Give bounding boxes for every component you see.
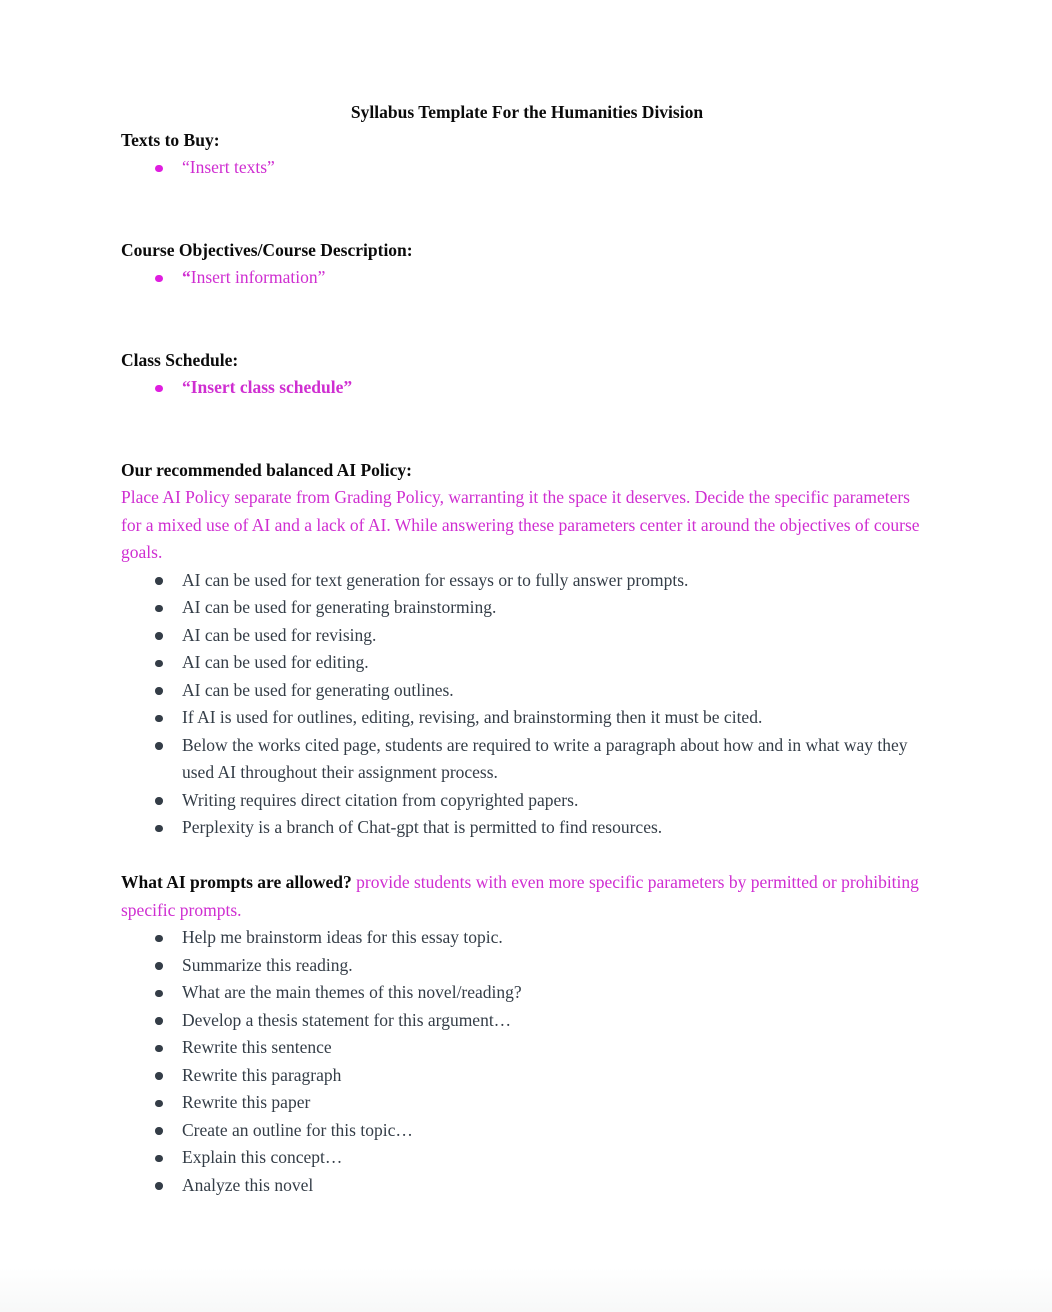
bullet-dot-icon: [155, 825, 163, 833]
list-item-text: AI can be used for revising.: [182, 624, 377, 645]
list-item: [121, 1144, 933, 1172]
list-item: [121, 264, 933, 292]
spacer: [121, 292, 933, 347]
list-item-text: Writing requires direct citation from copyrighted papers.: [182, 789, 579, 810]
list-item-text: Below the works cited page, students are required to write a paragraph about how and in what way they used AI throughout their assignment process.: [182, 734, 908, 782]
list-item-text: Rewrite this paper: [182, 1092, 311, 1112]
spacer: [121, 842, 933, 870]
list-item: [121, 1172, 933, 1200]
prompts-heading-bold: What AI prompts are allowed?: [121, 872, 352, 892]
list-item: [121, 979, 933, 1007]
spacer: [121, 182, 933, 237]
bullet-dot-icon: [155, 797, 163, 805]
class-schedule-list: [121, 374, 933, 402]
bullet-dot-icon: [155, 1072, 163, 1080]
ai-policy-list: [121, 567, 933, 842]
list-item: [121, 704, 933, 732]
bullet-dot-icon: [155, 990, 163, 998]
bullet-dot-icon: [155, 1045, 163, 1053]
list-item-text: Analyze this novel: [182, 1174, 314, 1195]
list-item-text: Summarize this reading.: [182, 954, 353, 975]
list-item-text: Insert information”: [190, 267, 326, 287]
spacer: [121, 1199, 933, 1254]
list-item-text: “Insert texts”: [182, 157, 275, 177]
bullet-dot-icon: [155, 962, 163, 970]
bullet-dot-icon: [155, 275, 163, 283]
list-item-text: Help me brainstorm ideas for this essay topic.: [182, 927, 503, 947]
bullet-dot-icon: [155, 165, 163, 173]
prompts-heading: [121, 869, 933, 924]
heading-ai-policy: Our recommended balanced AI Policy:: [121, 459, 413, 480]
list-item-text: Explain this concept…: [182, 1147, 343, 1167]
list-item: [121, 952, 933, 980]
list-item-text: Develop a thesis statement for this argument…: [182, 1009, 512, 1030]
list-item: [121, 649, 933, 677]
list-item: [121, 374, 933, 402]
bullet-dot-icon: [155, 935, 163, 943]
list-item-text: AI can be used for editing.: [182, 652, 369, 672]
bullet-dot-icon: [155, 605, 163, 613]
texts-to-buy-list: [121, 154, 933, 182]
list-item-text: If AI is used for outlines, editing, revising, and brainstorming then it must be cited.: [182, 707, 763, 727]
bullet-dot-icon: [155, 1017, 163, 1025]
bullet-dot-icon: [155, 385, 163, 393]
document-title: Syllabus Template For the Humanities Division: [350, 102, 704, 122]
list-item: [121, 1062, 933, 1090]
bullet-dot-icon: [155, 715, 163, 723]
spacer: [121, 402, 933, 457]
list-item-text: Create an outline for this topic…: [182, 1119, 413, 1140]
prompts-heading-rest: provide students with even more specific parameters by permitted or prohibiting specific prompts.: [121, 872, 919, 920]
list-item: [121, 567, 933, 595]
list-item-text: “Insert class schedule”: [182, 377, 353, 397]
bullet-dot-icon: [155, 632, 163, 640]
list-item-text: AI can be used for text generation for essays or to fully answer prompts.: [182, 569, 689, 590]
list-item: [121, 787, 933, 815]
heading-class-schedule: Class Schedule:: [121, 349, 239, 370]
list-item-text: AI can be used for generating outlines.: [182, 679, 454, 700]
list-item-text: What are the main themes of this novel/reading?: [182, 982, 522, 1002]
page-bottom-edge: [0, 1268, 1052, 1312]
list-item-text: Perplexity is a branch of Chat-gpt that is permitted to find resources.: [182, 817, 663, 837]
list-item-text: Rewrite this sentence: [182, 1037, 332, 1057]
bullet-dot-icon: [155, 577, 163, 585]
list-item: [121, 154, 933, 182]
list-item: [121, 677, 933, 705]
bullet-dot-icon: [155, 660, 163, 668]
list-item: [121, 1007, 933, 1035]
list-item-text: AI can be used for generating brainstorming.: [182, 597, 497, 617]
bullet-dot-icon: [155, 1182, 163, 1190]
list-item: [121, 622, 933, 650]
list-item-lead-quote: “: [182, 267, 191, 287]
list-item: [121, 814, 933, 842]
prompts-list: [121, 924, 933, 1199]
list-item: [121, 924, 933, 952]
bullet-dot-icon: [155, 1127, 163, 1135]
bullet-dot-icon: [155, 1100, 163, 1108]
list-item: [121, 1034, 933, 1062]
course-objectives-list: [121, 264, 933, 292]
heading-course-objectives: Course Objectives/Course Description:: [121, 239, 413, 260]
list-item: [121, 1089, 933, 1117]
bullet-dot-icon: [155, 687, 163, 695]
bullet-dot-icon: [155, 1155, 163, 1163]
list-item-text: Rewrite this paragraph: [182, 1064, 342, 1085]
bullet-dot-icon: [155, 742, 163, 750]
list-item: [121, 1117, 933, 1145]
heading-texts-to-buy: Texts to Buy:: [121, 129, 220, 150]
list-item: [121, 732, 933, 787]
list-item: [121, 594, 933, 622]
ai-policy-intro: Place AI Policy separate from Grading Policy, warranting it the space it deserves. Decide the specific parameters for a mixed use of AI and a lack of AI. While answering these parameters center it around the objectives of course goals.: [121, 487, 920, 562]
